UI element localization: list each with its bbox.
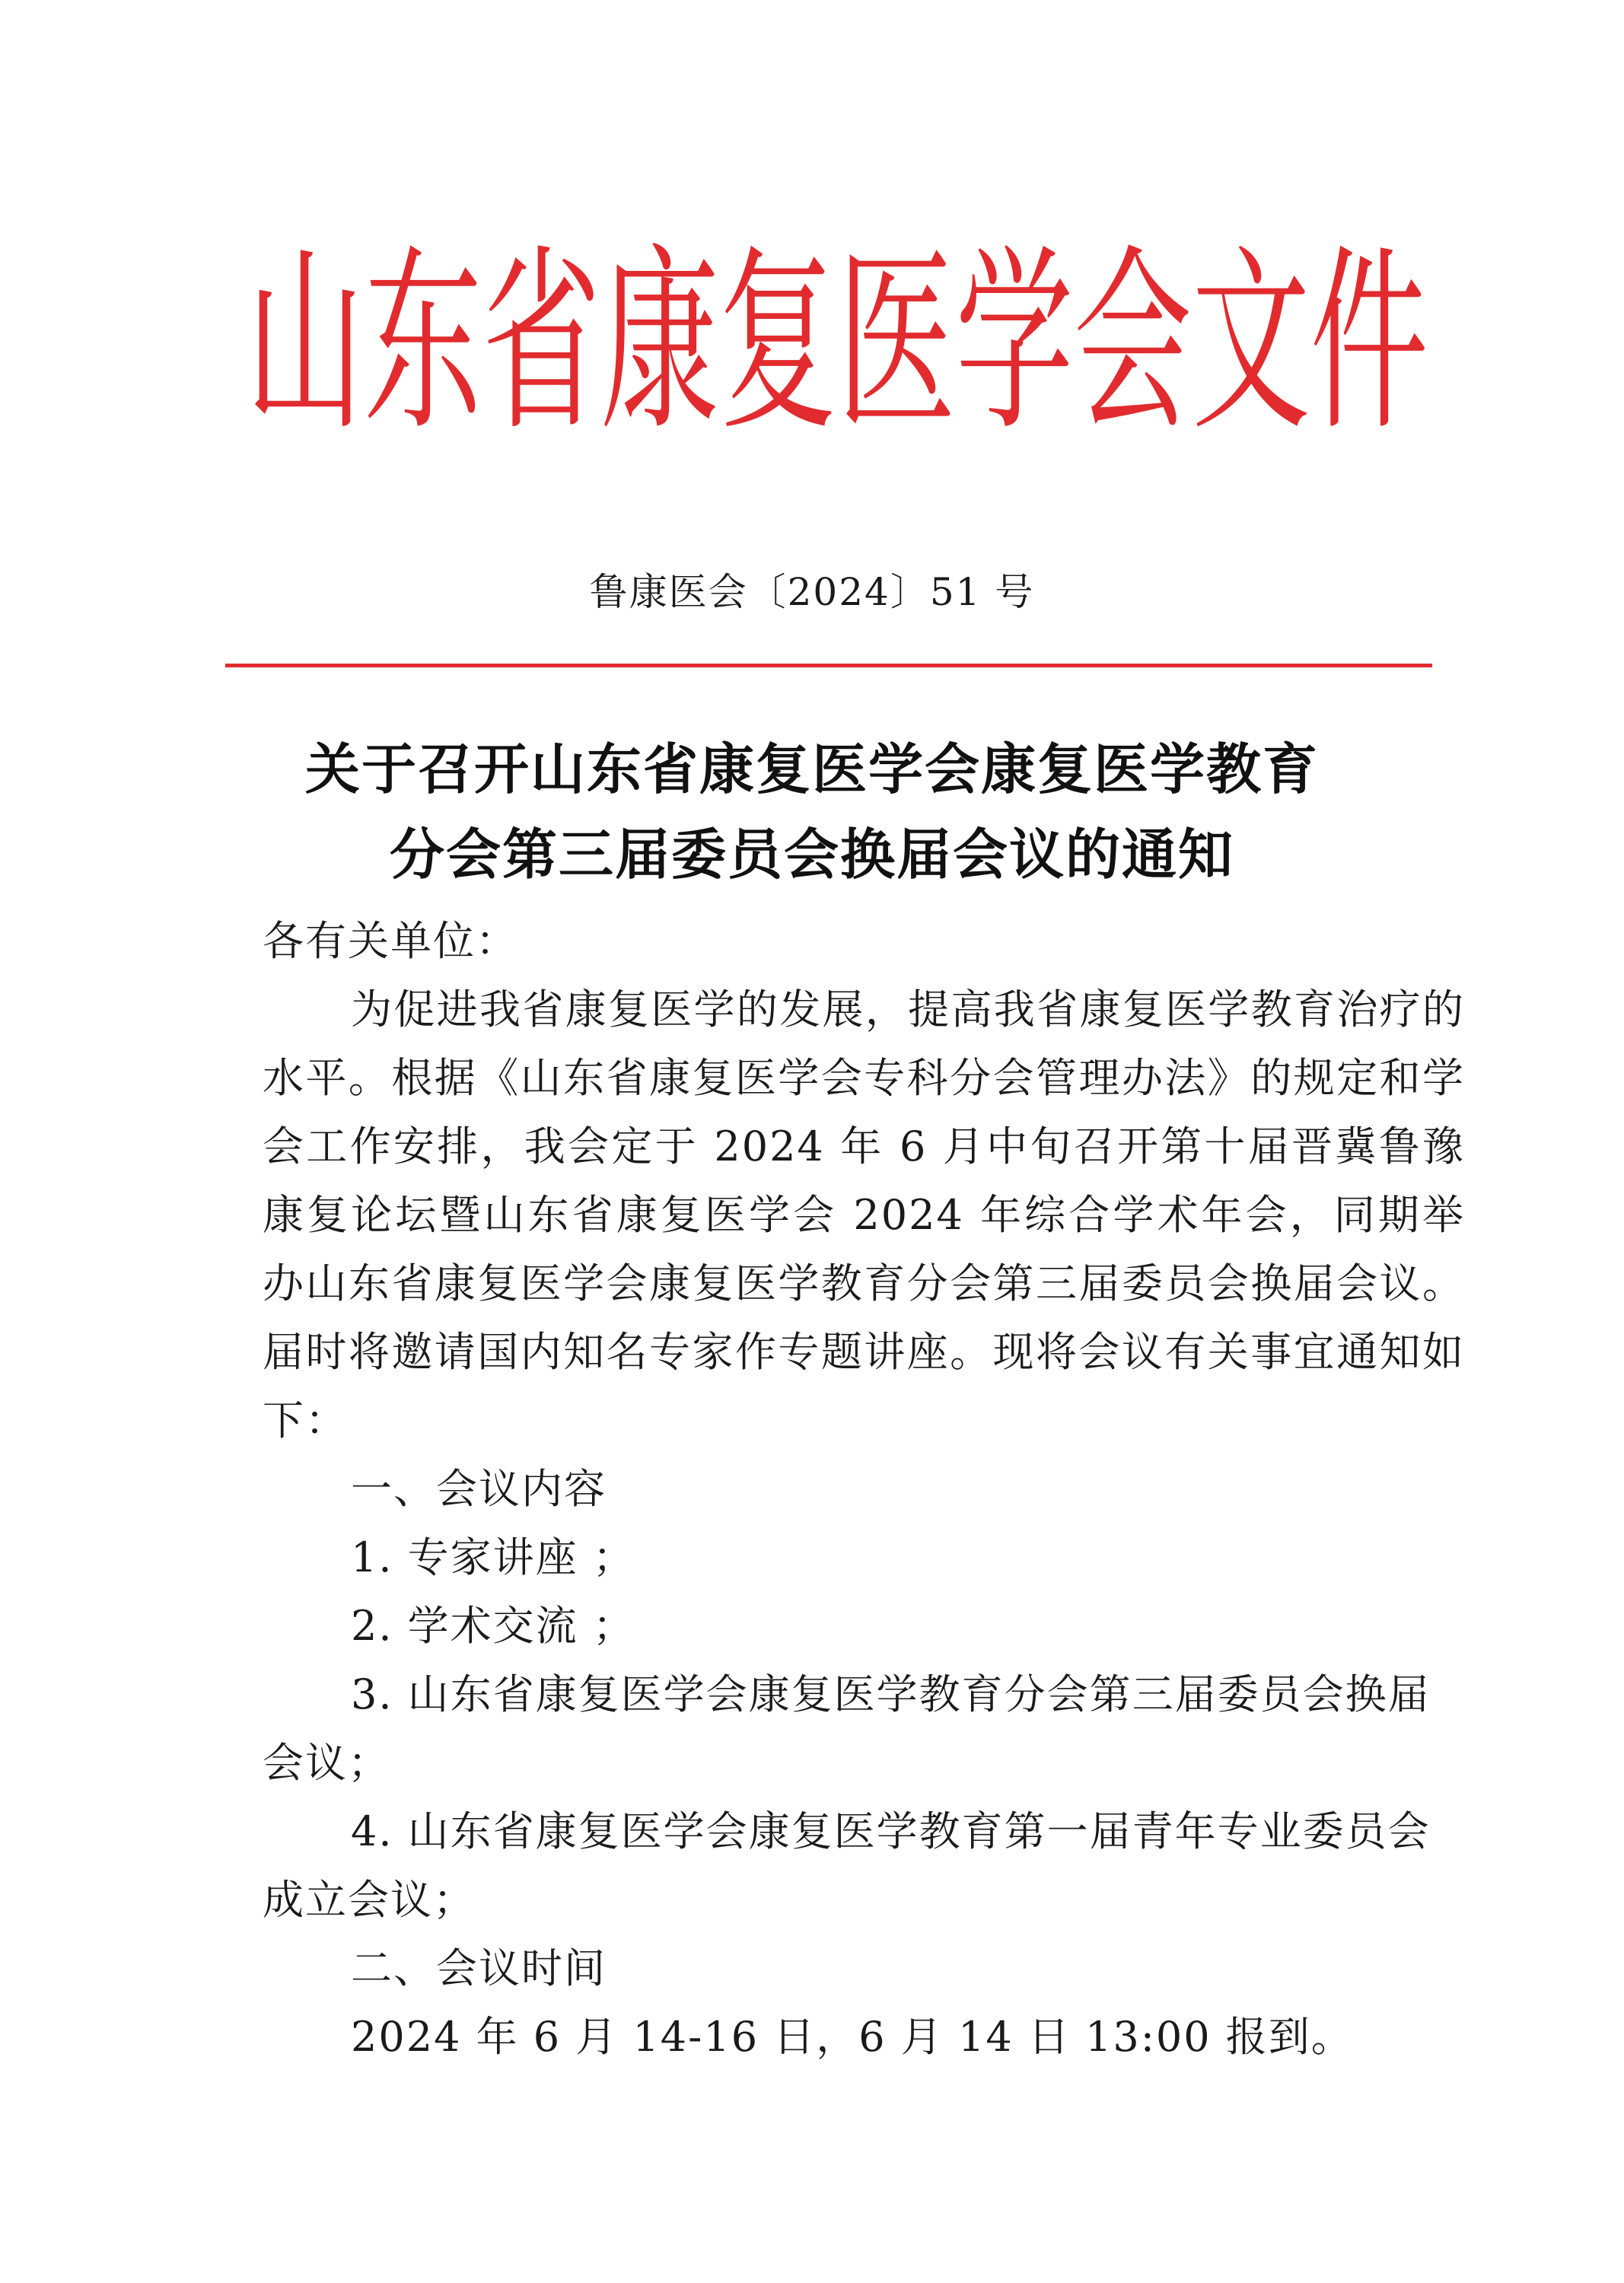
red-divider-line [225,664,1432,667]
section-heading-time-text: 二、会议时间 [351,1944,607,1992]
masthead-title: 山东省康复医学会文件 [246,227,1428,457]
meeting-time-text: 2024 年 6 月 14-16 日，6 月 14 日 13:00 报到。 [351,2013,1354,2061]
salutation: 各有关单位： [263,917,518,965]
intro-paragraph: 为促进我省康复医学的发展，提高我省康复医学教育治疗的水平。根据《山东省康复医学会专科分会管理办法》的规定和学会工作安排，我会定于 2024 年 6 月中旬召开第十届晋冀鲁豫康复论坛暨山东省康复医学会 2024 年综合学术年会，同期举办山东省康复医学会康复医学教育分会第三届委员会换届会议。届时将邀请国内知名专家作专题讲座。现将会议有关事宜通知如下： [263,985,1465,1444]
list-item [263,1524,1465,1592]
list-item-text: 3. 山东省康复医学会康复医学教育分会第三届委员会换届会议； [263,1670,1431,1787]
section-heading-content-text: 一、会议内容 [351,1465,607,1513]
section-heading-content [263,1455,1465,1524]
list-item-text: 2. 学术交流 ； [351,1602,635,1650]
document-number: 鲁康医会〔2024〕51 号 [589,570,1035,614]
notice-title-line-2: 分会第三届委员会换届会议的通知 [389,822,1234,887]
masthead [228,228,1446,457]
notice-title-line-1: 关于召开山东省康复医学会康复医学教育 [304,737,1319,801]
section-heading-time [263,1934,1465,2003]
list-item [263,1797,1465,1934]
list-item-text: 1. 专家讲座 ； [351,1533,635,1581]
meeting-time [263,2003,1465,2071]
list-item-text: 4. 山东省康复医学会康复医学教育第一届青年专业委员会成立会议； [263,1807,1431,1924]
list-item [263,1592,1465,1661]
list-item [263,1661,1465,1797]
